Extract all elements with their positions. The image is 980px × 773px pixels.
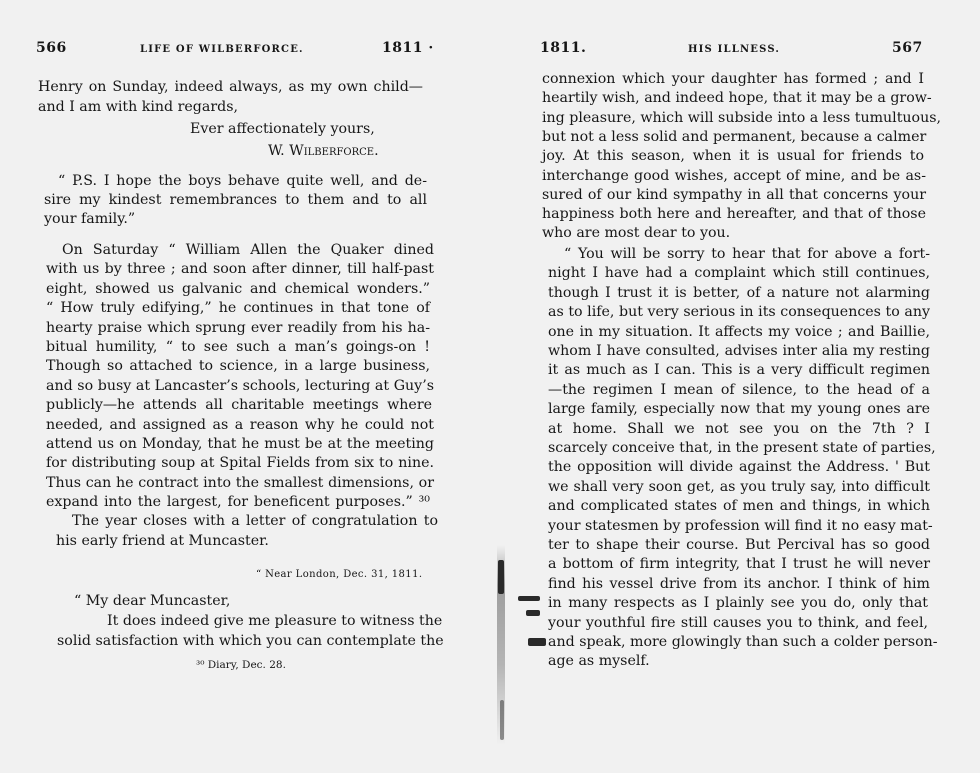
text-line: happiness both here and hereafter, and that of those [542,206,926,223]
text-line: Though so attached to science, in a large business, [46,358,430,375]
text-line: “ You will be sorry to hear that for above a fort- [564,246,930,262]
right-header-year: 1811. [540,40,587,56]
ink-blot [498,560,504,594]
text-line: your family.” [44,211,136,227]
text-line: large family, especially now that my young ones are [548,401,930,418]
closing-line: Ever affectionately yours, [190,121,375,137]
text-line: for distributing soup at Spital Fields from six to nine. [46,455,434,472]
right-running-title: HIS ILLNESS. [688,44,781,55]
text-line: scarcely conceive that, in the present state of parties, [548,440,936,456]
left-header-year: 1811 · [382,40,434,56]
footnote-text: ³⁰ Diary, Dec. 28. [196,659,286,671]
dateline-text: “ Near London, Dec. 31, 1811. [256,569,423,580]
text-line: whom I have consulted, advises inter alia my resting [548,343,930,359]
text-line: ing pleasure, which will subside into a less tumultuous, [542,109,942,126]
text-line: sured of our kind sympathy in all that concerns your [542,186,926,203]
text-line: solid satisfaction with which you can contemplate the [57,633,444,649]
text-line: at home. Shall we not see you on the 7th ? I [548,420,930,437]
text-line: your youthful fire still causes you to think, and feel, [548,614,928,631]
text-line: heartily wish, and indeed hope, that it may be a grow- [542,90,932,107]
text-line: your statesmen by profession will find it no easy mat- [548,517,933,534]
text-line: who are most dear to you. [542,225,731,242]
text-line: ter to shape their course. But Percival has so good [548,537,930,553]
text-line: age as myself. [548,653,650,670]
text-line: connexion which your daughter has formed ; and I [542,71,924,87]
text-line: eight, showed us galvanic and chemical wonders.” [46,280,430,297]
text-line: —the regimen I mean of silence, to the head of a [548,381,930,398]
text-line: night I have had a complaint which still continues, [548,265,930,282]
right-page [490,0,980,773]
text-line: bitual humility, “ to see such a man’s goings-on ! [46,339,430,355]
right-page-number: 567 [892,40,923,56]
text-line: his early friend at Muncaster. [56,533,269,549]
text-line: find his vessel drive from its anchor. I think of him [548,575,930,592]
text-line: It does indeed give me pleasure to witness the [107,613,443,629]
text-line: a bottom of firm integrity, that I trust he will never [548,556,930,573]
text-line: joy. At this season, when it is usual for friends to [542,148,924,165]
left-page-number: 566 [36,40,67,56]
text-line: hearty praise which sprung ever readily from his ha- [46,319,430,336]
ink-blot [528,638,546,646]
text-line: and speak, more glowingly than such a colder person- [548,634,938,650]
text-line: in many respects as I plainly see you do, only that [548,595,928,612]
salutation-text: “ My dear Muncaster, [74,593,231,609]
text-line: “ How truly edifying,” he continues in that tone of [46,300,430,317]
text-line: one in my situation. It affects my voice ; and Baillie, [548,323,930,340]
text-line: the opposition will divide against the Address. ' But [548,459,930,476]
text-line: attend us on Monday, that he must be at the meeting [46,436,434,452]
text-line: interchange good wishes, accept of mine, and be as- [542,167,926,184]
text-line: The year closes with a letter of congratulation to [72,513,438,529]
text-line: expand into the largest, for beneficent purposes.” ³⁰ [46,494,430,511]
text-line: “ P.S. I hope the boys behave quite well, and de- [58,173,427,189]
text-line: sire my kindest remembrances to them and to all [44,192,427,208]
text-line: Henry on Sunday, indeed always, as my own child— [38,79,423,95]
text-line: but not a less solid and permanent, because a calmer [542,128,927,145]
ink-blot [526,610,540,616]
text-line: it as much as I can. This is a very difficult regimen [548,362,930,379]
text-line: and I am with kind regards, [38,99,238,115]
text-line: On Saturday “ William Allen the Quaker dined [62,242,434,258]
text-line: and complicated states of men and things, in which [548,498,930,515]
text-line: though I trust it is better, of a nature not alarming [548,284,930,301]
text-line: we shall very soon get, as you truly say, into difficult [548,478,930,495]
signature-line: W. Wilberforce. [268,143,379,159]
left-running-title: LIFE OF WILBERFORCE. [140,44,304,55]
text-line: publicly—he attends all charitable meetings where [46,397,432,414]
text-line: as to life, but very serious in its consequences to any [548,304,930,321]
text-line: needed, and assigned as a reason why he could not [46,416,434,433]
text-line: Thus can he contract into the smallest dimensions, or [46,474,434,491]
text-line: and so busy at Lancaster’s schools, lecturing at Guy’s [46,377,434,394]
text-line: with us by three ; and soon after dinner, till half-past [46,261,434,278]
ink-blot [518,596,540,601]
ink-blot [500,700,504,740]
